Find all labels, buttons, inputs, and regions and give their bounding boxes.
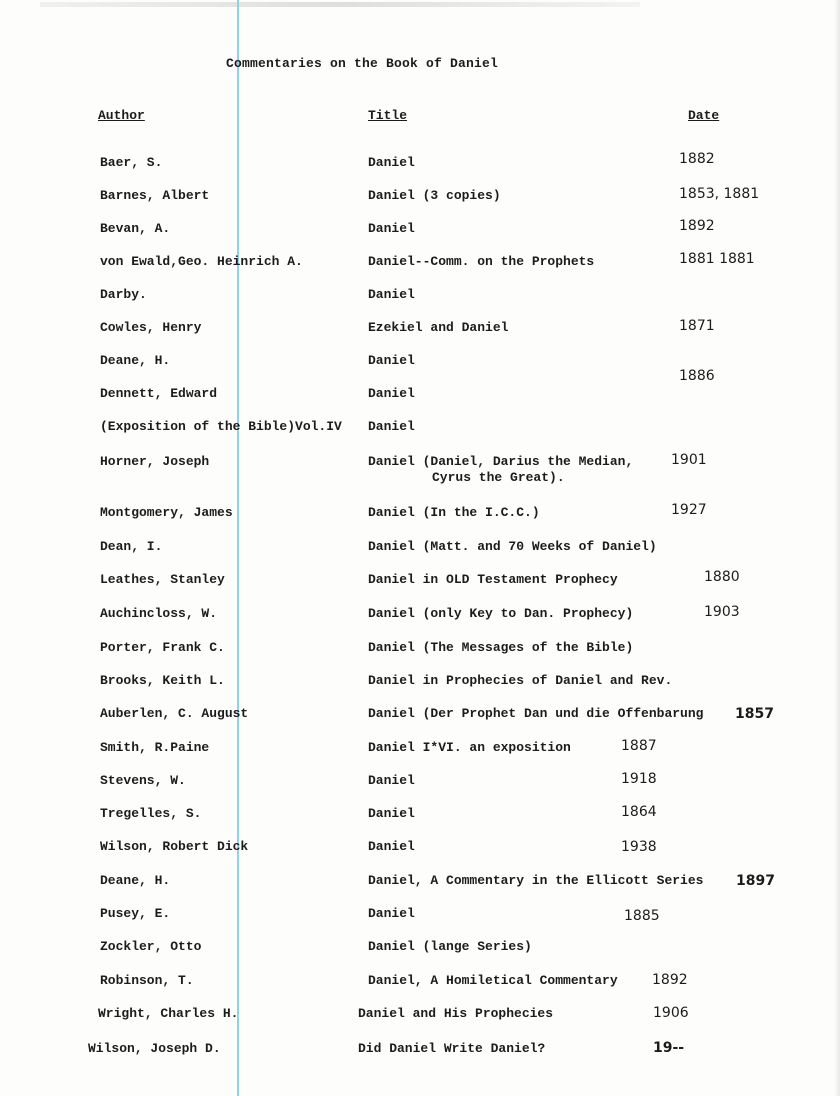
scan-artifact: [40, 2, 640, 7]
entry-author: Tregelles, S.: [100, 806, 202, 821]
entry-row: [0, 973, 840, 993]
entry-row: [0, 1006, 840, 1026]
entry-row: [0, 539, 840, 559]
entry-author: Darby.: [100, 287, 147, 302]
entry-row: [0, 839, 840, 859]
entry-row: [0, 502, 840, 525]
entry-row: [0, 454, 840, 490]
entry-title: Ezekiel and Daniel: [368, 320, 509, 335]
entry-title: Daniel: [368, 419, 415, 434]
entry-row: [0, 320, 840, 340]
entry-author: Bevan, A.: [100, 221, 171, 236]
entry-title-continued: Cyrus the Great).: [432, 470, 565, 485]
entry-title: Daniel (Daniel, Darius the Median,: [368, 454, 634, 469]
entry-row: [0, 569, 840, 592]
entry-row: [0, 906, 840, 926]
entry-title: Daniel I*VI. an exposition: [368, 740, 571, 755]
entry-author: Dean, I.: [100, 539, 163, 554]
entry-title: Daniel: [368, 221, 415, 236]
entry-date: 1897: [736, 873, 775, 889]
entry-row: [0, 151, 840, 175]
entry-row: [0, 873, 840, 893]
entry-title: Daniel, A Commentary in the Ellicott Series: [368, 873, 704, 888]
entry-row: [0, 673, 840, 693]
entry-author: Stevens, W.: [100, 773, 186, 788]
entry-date: 1906: [653, 1005, 689, 1021]
entry-title: Daniel: [368, 773, 415, 788]
entry-author: Auchincloss, W.: [100, 606, 218, 621]
entry-author: Wilson, Robert Dick: [100, 839, 249, 854]
entry-author: Robinson, T.: [100, 973, 194, 988]
entry-author: Barnes, Albert: [100, 188, 210, 203]
entry-title: Daniel--Comm. on the Prophets: [368, 254, 595, 269]
entry-row: [0, 251, 840, 274]
entry-date: 1880: [704, 569, 740, 585]
entry-title: Daniel: [368, 353, 415, 368]
entry-date: 1903: [704, 604, 740, 620]
entry-author: Pusey, E.: [100, 906, 171, 921]
entry-row: [0, 1041, 840, 1061]
entry-author: (Exposition of the Bible)Vol.IV: [100, 419, 342, 434]
entry-row: [0, 773, 840, 793]
entry-author: Auberlen, C. August: [100, 706, 249, 721]
entry-date: 1871: [679, 318, 715, 334]
entry-row: [0, 386, 840, 406]
entry-date: 1885: [624, 908, 660, 924]
entry-author: von Ewald,Geo. Heinrich A.: [100, 254, 303, 269]
entry-date: 1938: [621, 839, 657, 855]
entry-author: Wright, Charles H.: [98, 1006, 239, 1021]
entry-author: Horner, Joseph: [100, 454, 210, 469]
entry-title: Daniel: [368, 155, 415, 170]
document-title: Commentaries on the Book of Daniel: [226, 56, 499, 71]
entry-title: Daniel in OLD Testament Prophecy: [368, 572, 618, 587]
entry-date: 1892: [652, 972, 688, 988]
entry-author: Brooks, Keith L.: [100, 673, 225, 688]
entry-title: Daniel and His Prophecies: [358, 1006, 554, 1021]
entry-author: Cowles, Henry: [100, 320, 202, 335]
entry-date: 1882: [679, 151, 715, 167]
entry-date: 1857: [735, 706, 774, 722]
entry-title: Daniel: [368, 386, 415, 401]
entry-row: [0, 218, 840, 241]
entry-title: Daniel (only Key to Dan. Prophecy): [368, 606, 634, 621]
entry-date: 1864: [621, 804, 657, 820]
entry-title: Daniel in Prophecies of Daniel and Rev.: [368, 673, 673, 688]
entry-row: [0, 188, 840, 208]
entry-title: Daniel: [368, 287, 415, 302]
entry-title: Daniel: [368, 839, 415, 854]
entry-row: [0, 706, 840, 726]
entry-author: Smith, R.Paine: [100, 740, 210, 755]
entry-title: Did Daniel Write Daniel?: [358, 1041, 546, 1056]
entry-row: [0, 287, 840, 307]
entry-author: Leathes, Stanley: [100, 572, 225, 587]
shared-date: 1886: [679, 368, 715, 384]
entry-date: 1881 1881: [679, 251, 755, 267]
entry-title: Daniel (Der Prophet Dan und die Offenbarung: [368, 706, 704, 721]
entry-date: 1918: [621, 771, 657, 787]
header-date: Date: [688, 108, 720, 123]
entry-author: Montgomery, James: [100, 505, 233, 520]
entry-title: Daniel: [368, 806, 415, 821]
header-author: Author: [98, 108, 145, 123]
entry-row: [0, 740, 840, 760]
entry-date: 19--: [653, 1040, 685, 1056]
entry-title: Daniel: [368, 906, 415, 921]
entry-title: Daniel (lange Series): [368, 939, 532, 954]
entry-author: Wilson, Joseph D.: [88, 1041, 221, 1056]
entry-row: [0, 606, 840, 626]
entry-author: Porter, Frank C.: [100, 640, 225, 655]
entry-row: [0, 806, 840, 826]
entry-date: 1901: [671, 452, 707, 468]
entry-row: [0, 939, 840, 959]
entry-date: 1927: [671, 502, 707, 518]
entry-title: Daniel, A Homiletical Commentary: [368, 973, 618, 988]
entry-title: Daniel (3 copies): [368, 188, 501, 203]
entry-author: Baer, S.: [100, 155, 163, 170]
header-title: Title: [368, 108, 408, 123]
entry-author: Deane, H.: [100, 873, 171, 888]
entry-title: Daniel (The Messages of the Bible): [368, 640, 634, 655]
entry-date: 1853, 1881: [679, 186, 760, 202]
entry-title: Daniel (In the I.C.C.): [368, 505, 540, 520]
entry-author: Zockler, Otto: [100, 939, 202, 954]
entry-title: Daniel (Matt. and 70 Weeks of Daniel): [368, 539, 657, 554]
entry-author: Deane, H.: [100, 353, 171, 368]
entry-row: [0, 640, 840, 660]
entry-date: 1892: [679, 218, 715, 234]
entry-date: 1887: [621, 738, 657, 754]
entry-row: [0, 419, 840, 439]
entry-author: Dennett, Edward: [100, 386, 218, 401]
